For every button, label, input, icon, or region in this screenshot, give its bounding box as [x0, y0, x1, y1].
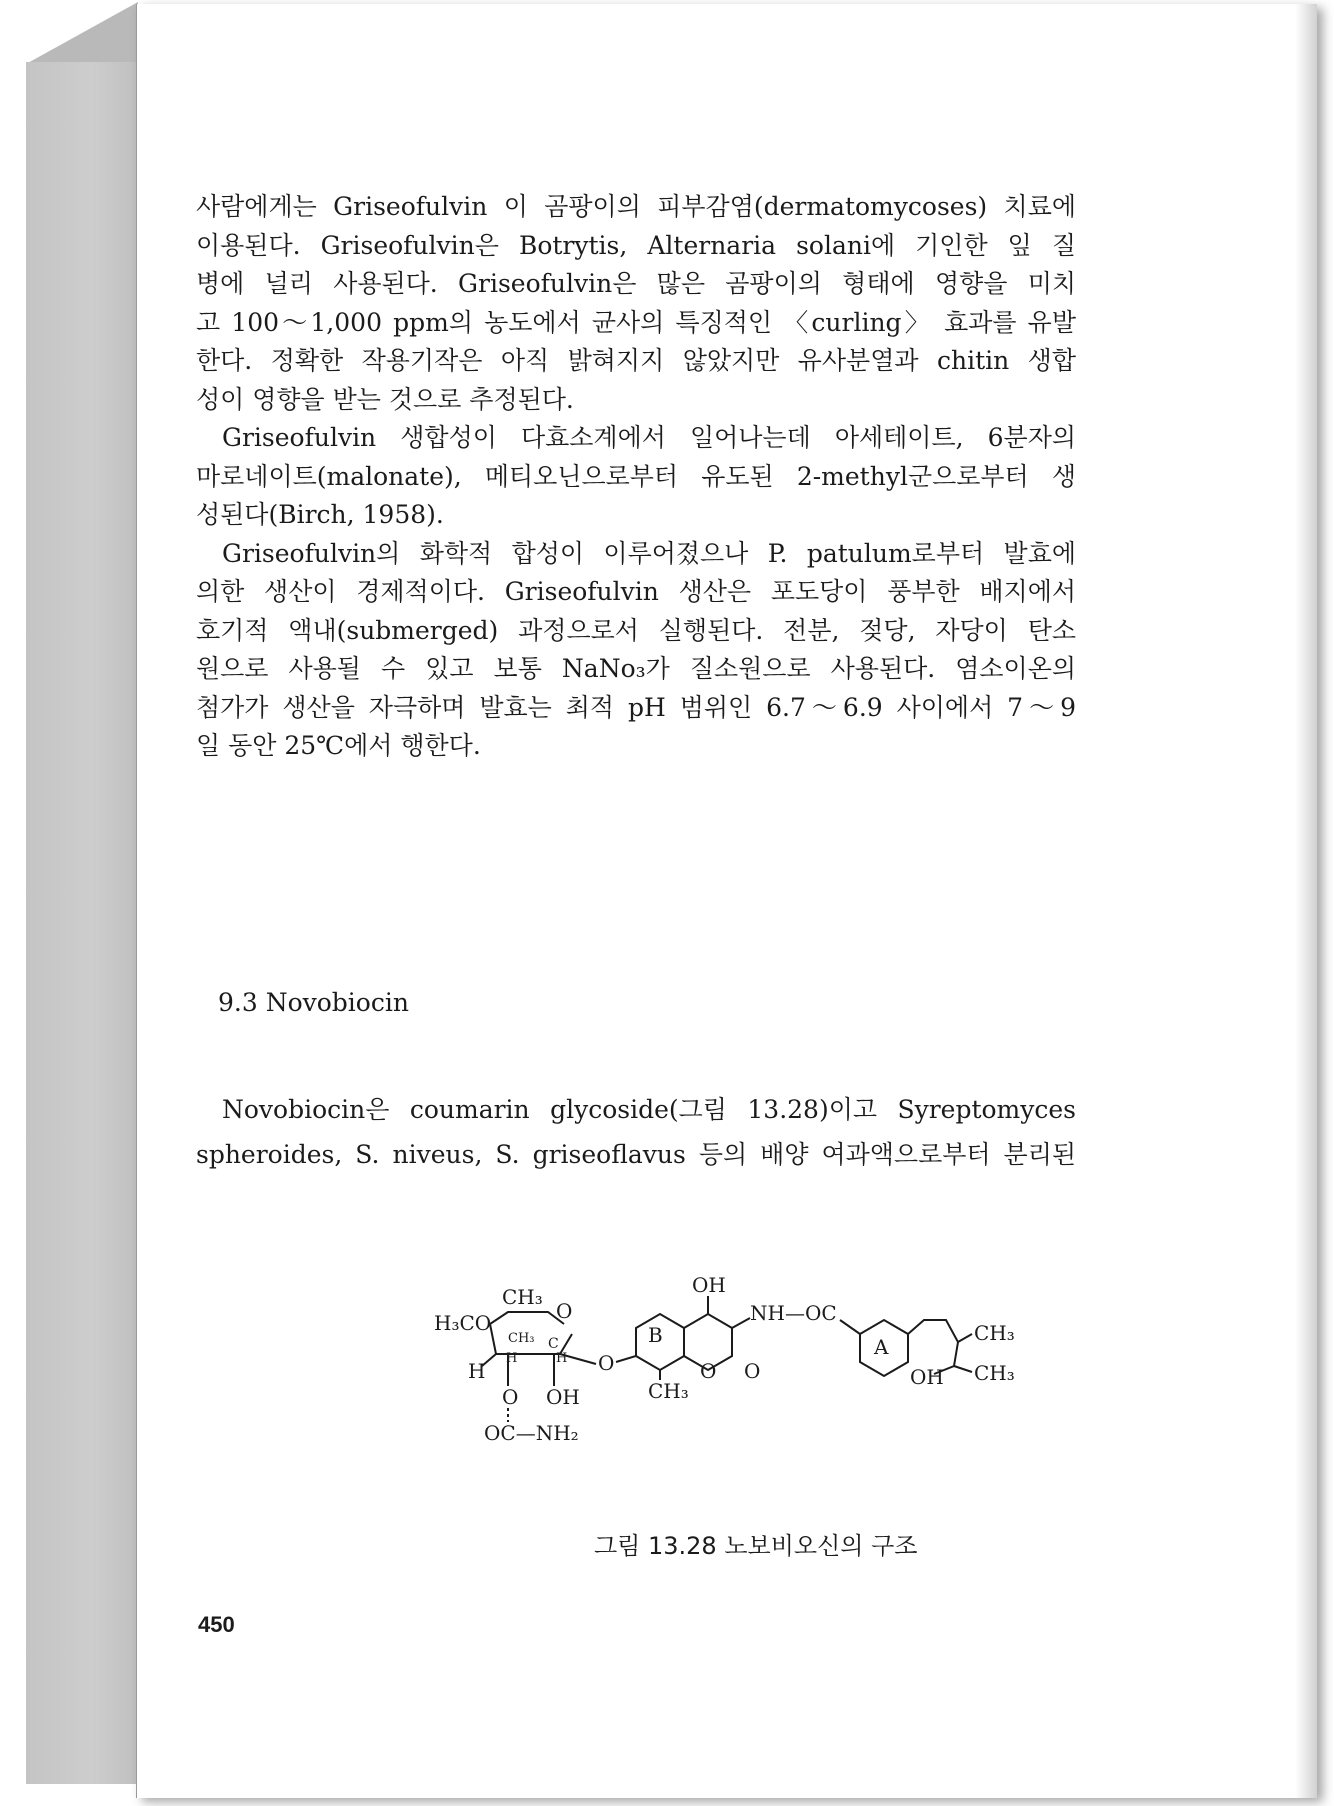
nh-bond: [732, 1318, 750, 1328]
label-h3co: H₃CO: [434, 1311, 492, 1335]
text-line: Griseofulvin 생합성이 다효소계에서 일어나는데 아세테이트, 6분자의: [222, 423, 1076, 452]
text-line: 마로네이트(malonate), 메티오닌으로부터 유도된 2-methyl군으로부터 생: [196, 461, 1076, 491]
book-spine-top: [26, 2, 138, 64]
label-ch3-b: CH₃: [648, 1379, 689, 1403]
label-ring-b: B: [648, 1323, 663, 1347]
text-line: 고 100～1,000 ppm의 농도에서 균사의 특징적인 〈curling〉 효과를 유발: [196, 307, 1076, 337]
label-ring-o: O: [556, 1299, 573, 1323]
label-o-link: O: [598, 1351, 615, 1375]
text-line: 사람에게는 Griseofulvin 이 곰팡이의 피부감염(dermatomycoses) 치료에: [196, 192, 1076, 221]
page-number: 450: [198, 1612, 235, 1637]
label-ch3-small: CH₃: [508, 1331, 535, 1346]
label-oh-top: OH: [692, 1273, 726, 1297]
label-o-lactone: O: [700, 1359, 717, 1383]
text-line: 병에 널리 사용된다. Griseofulvin은 많은 곰팡이의 형태에 영향을 미치: [196, 269, 1076, 298]
ch3-a1-bond: [958, 1334, 972, 1342]
text-line: 일 동안 25℃에서 행한다.: [196, 731, 481, 760]
text-line: 원으로 사용될 수 있고 보통 NaNo₃가 질소원으로 사용된다. 염소이온의: [196, 654, 1076, 683]
text-line: 호기적 액내(submerged) 과정으로서 실행된다. 전분, 젖당, 자당이 탄소: [196, 615, 1076, 645]
label-h-left-small: H: [506, 1351, 518, 1366]
figure-caption: 그림 13.28 노보비오신의 구조: [594, 1532, 918, 1560]
label-ch3-a1: CH₃: [974, 1321, 1015, 1345]
body-text: [196, 188, 1076, 766]
label-oc-nh2: OC—NH₂: [484, 1421, 579, 1445]
text-line: 한다. 정확한 작용기작은 아직 밝혀지지 않았지만 유사분열과 chitin 생합: [196, 346, 1076, 375]
text-line: 첨가가 생산을 자극하며 발효는 최적 pH 범위인 6.7～6.9 사이에서 7～9: [196, 692, 1076, 722]
novobiocin-structure-diagram: [420, 1262, 1120, 1462]
book-spine: [26, 62, 136, 1784]
label-c-small: C: [548, 1336, 559, 1352]
label-o-carbonyl: O: [744, 1359, 761, 1383]
text-line: 성된다(Birch, 1958).: [196, 500, 444, 529]
ring-b-link-bond: [616, 1356, 636, 1362]
novobiocin-paragraph: [196, 1088, 1076, 1177]
text-line: 성이 영향을 받는 것으로 추정된다.: [196, 384, 574, 414]
label-oh-sugar-bottom: OH: [546, 1385, 580, 1409]
label-ch3-sugar: CH₃: [502, 1285, 543, 1309]
label-oh-a: OH: [910, 1365, 944, 1389]
sugar-ring-top-bond: [490, 1312, 564, 1324]
page-edge-shadow: [1295, 4, 1317, 1798]
text-line: Griseofulvin의 화학적 합성이 이루어졌으나 P. patulum로부터 발효에: [222, 538, 1076, 568]
label-ch3-a2: CH₃: [974, 1361, 1015, 1385]
label-h-big: H: [468, 1359, 486, 1383]
text-line: Novobiocin은 coumarin glycoside(그림 13.28)이고 Syreptomyces: [222, 1095, 1076, 1124]
label-nh-oc: NH—OC: [750, 1301, 837, 1325]
text-line: 이용된다. Griseofulvin은 Botrytis, Alternaria solani에 기인한 잎 질: [196, 230, 1076, 260]
ch3-a2-bond: [954, 1366, 972, 1372]
label-ring-a: A: [874, 1335, 889, 1359]
label-o-sugar-bottom: O: [502, 1385, 519, 1409]
text-line: spheroides, S. niveus, S. griseoflavus 등의 배양 여과액으로부터 분리된: [196, 1139, 1076, 1169]
amide-bond: [840, 1320, 860, 1334]
text-line: 의한 생산이 경제적이다. Griseofulvin 생산은 포도당이 풍부한 배지에서: [196, 577, 1076, 606]
label-h-right-small: H: [556, 1351, 568, 1366]
section-heading: 9.3 Novobiocin: [218, 988, 409, 1017]
